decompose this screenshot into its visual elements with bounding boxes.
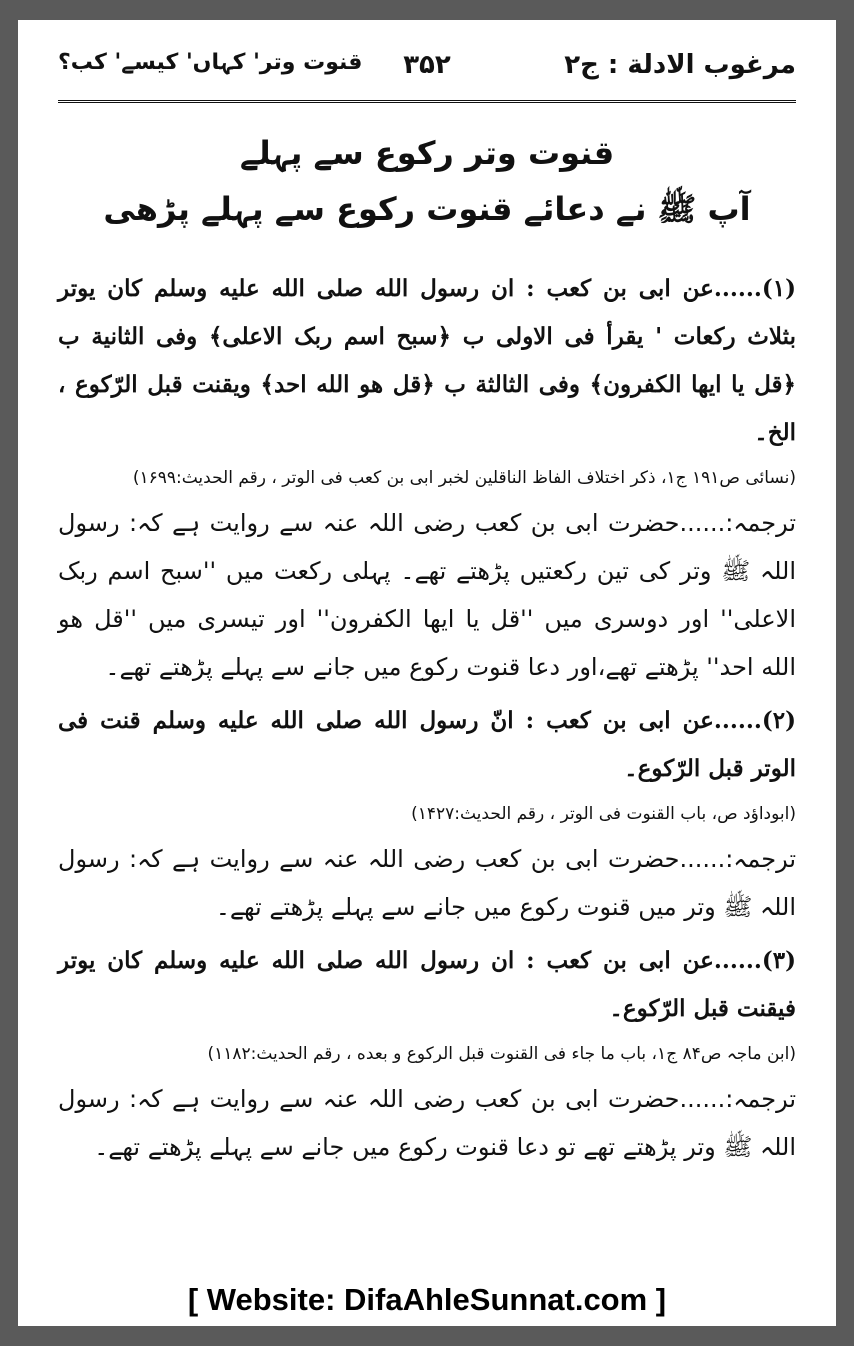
hadith-arabic-text: (۲)......عن ابی بن کعب : انّ رسول الله صلی الله علیه وسلم قنت فی الوتر قبل الرّکوع۔ — [58, 707, 796, 782]
header-divider — [58, 100, 796, 103]
hadith-translation: ترجمہ:......حضرت ابی بن کعب رضی اللہ عنہ سے روایت ہے کہ: رسول اللہ ﷺ وتر میں قنوت رکوع میں جانے سے پہلے پڑھتے تھے۔ — [58, 845, 796, 921]
hadith-block-1 — [58, 265, 796, 691]
document-body — [58, 265, 796, 1177]
hadith-arabic-text: (۳)......عن ابی بن کعب : ان رسول الله صلی الله علیه وسلم کان یوتر فیقنت قبل الرّکوع۔ — [58, 947, 796, 1022]
section-headings — [48, 125, 806, 237]
hadith-reference: (ابن ماجہ ص۸۴ ج۱، باب ما جاء فی القنوت قبل الرکوع و بعده ، رقم الحدیث:۱۱۸۲) — [207, 1044, 796, 1064]
hadith-block-2 — [58, 697, 796, 931]
document-page — [18, 20, 836, 1326]
website-banner: [ Website: DifaAhleSunnat.com ] — [187, 1282, 667, 1317]
hadith-reference: (ابوداؤد ص، باب القنوت فی الوتر ، رقم الحدیث:۱۴۲۷) — [411, 804, 796, 824]
main-heading: قنوت وتر رکوع سے پہلے — [239, 134, 615, 172]
page-number: ۳۵۲ — [403, 50, 451, 80]
hadith-translation: ترجمہ:......حضرت ابی بن کعب رضی اللہ عنہ سے روایت ہے کہ: رسول اللہ ﷺ وتر کی تین رکعتیں پڑھتے تھے۔ پہلی رکعت میں ''سبح اسم ربک الاعلی'' اور دوسری میں ''قل یا ایها الکفرون'' اور تیسری میں ''قل هو الله احد'' پڑھتے تھے،اور دعا قنوت رکوع میں جانے سے پہلے پڑھتے تھے۔ — [58, 509, 796, 681]
hadith-translation: ترجمہ:......حضرت ابی بن کعب رضی اللہ عنہ سے روایت ہے کہ: رسول اللہ ﷺ وتر پڑھتے تھے تو دعا قنوت رکوع میں جانے سے پہلے پڑھتے تھے۔ — [58, 1085, 796, 1161]
book-title: مرغوب الادلة : ج۲ — [564, 50, 796, 80]
sub-heading: آپ ﷺ نے دعائے قنوت رکوع سے پہلے پڑھی — [103, 190, 751, 228]
hadith-reference: (نسائی ص۱۹۱ ج۱، ذکر اختلاف الفاظ الناقلین لخبر ابی بن کعب فی الوتر ، رقم الحدیث:۱۶۹۹) — [132, 468, 796, 488]
chapter-title: قنوت وتر' کہاں' کیسے' کب؟ — [58, 50, 363, 75]
hadith-arabic-text: (۱)......عن ابی بن کعب : ان رسول الله صلی الله علیه وسلم کان یوتر بثلاث رکعات ' یقرأ فی الاولی ب ﴿سبح اسم ربک الاعلی﴾ وفی الثانیة ب ﴿قل یا ایها الکفرون﴾ وفی الثالثة ب ﴿قل هو الله احد﴾ ویقنت قبل الرّکوع ، الخ۔ — [58, 275, 796, 446]
hadith-block-3 — [58, 937, 796, 1171]
page-header — [58, 40, 796, 96]
